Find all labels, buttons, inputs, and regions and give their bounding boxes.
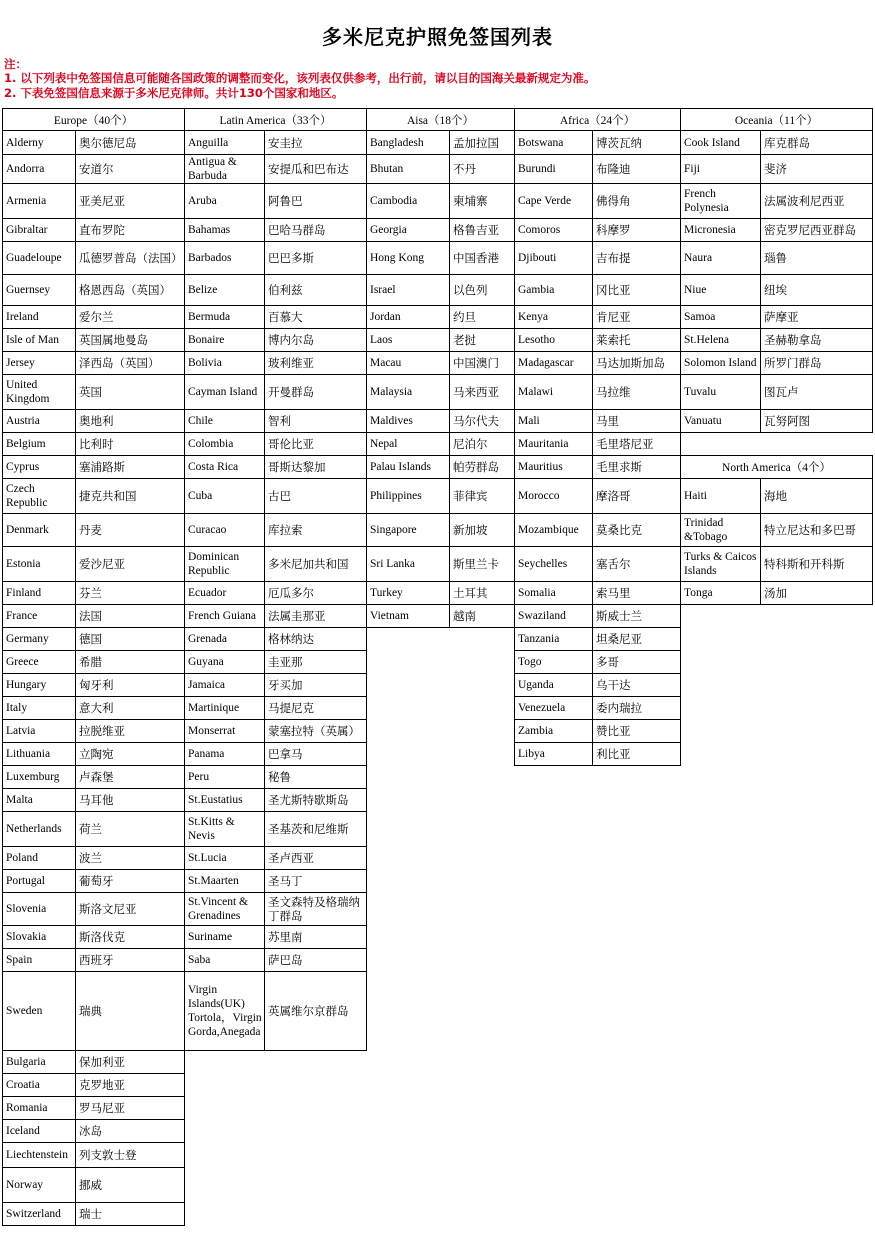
- country-name-en: Italy: [2, 696, 76, 720]
- country-name-zh: 泽西岛（英国）: [75, 351, 185, 375]
- page-title: 多米尼克护照免签国列表: [322, 25, 553, 49]
- country-name-zh: 匈牙利: [75, 673, 185, 697]
- country-name-en: Morocco: [514, 478, 593, 514]
- country-name-zh: 密克罗尼西亚群岛: [760, 218, 873, 242]
- country-name-en: Mauritania: [514, 432, 593, 456]
- country-name-en: Hungary: [2, 673, 76, 697]
- country-name-en: Lithuania: [2, 742, 76, 766]
- country-name-zh: 中国澳门: [449, 351, 515, 375]
- country-name-en: Cayman Island: [184, 374, 265, 410]
- country-name-zh: 英国属地曼岛: [75, 328, 185, 352]
- country-name-zh: 阿鲁巴: [264, 183, 367, 219]
- country-name-zh: 安道尔: [75, 154, 185, 184]
- country-name-en: St.Helena: [680, 328, 761, 352]
- country-name-zh: 瓦努阿图: [760, 409, 873, 433]
- country-name-zh: 塞舌尔: [592, 546, 681, 582]
- country-name-en: Nepal: [366, 432, 450, 456]
- region-header: Aisa（18个）: [366, 108, 515, 131]
- country-name-en: Slovenia: [2, 892, 76, 926]
- country-name-en: St.Maarten: [184, 869, 265, 893]
- country-name-en: Norway: [2, 1167, 76, 1203]
- country-name-en: Austria: [2, 409, 76, 433]
- country-name-zh: 中国香港: [449, 241, 515, 275]
- country-name-en: Ecuador: [184, 581, 265, 605]
- country-name-en: Solomon Island: [680, 351, 761, 375]
- country-name-zh: 挪威: [75, 1167, 185, 1203]
- country-name-zh: 芬兰: [75, 581, 185, 605]
- country-name-zh: 格林纳达: [264, 627, 367, 651]
- country-name-zh: 博茨瓦纳: [592, 130, 681, 155]
- country-name-zh: 意大利: [75, 696, 185, 720]
- country-name-en: Mauritius: [514, 455, 593, 479]
- country-name-en: Slovakia: [2, 925, 76, 949]
- country-name-zh: 冈比亚: [592, 274, 681, 306]
- country-name-en: Martinique: [184, 696, 265, 720]
- country-name-zh: 格鲁吉亚: [449, 218, 515, 242]
- country-name-zh: 法属波利尼西亚: [760, 183, 873, 219]
- country-name-zh: 保加利亚: [75, 1050, 185, 1074]
- country-name-zh: 英属维尔京群岛: [264, 971, 367, 1051]
- region-header: Latin America（33个）: [184, 108, 367, 131]
- country-name-en: Haiti: [680, 478, 761, 514]
- country-name-en: Djibouti: [514, 241, 593, 275]
- country-name-en: St.Vincent & Grenadines: [184, 892, 265, 926]
- country-name-en: Tonga: [680, 581, 761, 605]
- country-name-en: Turks & Caicos Islands: [680, 546, 761, 582]
- country-name-en: French Guiana: [184, 604, 265, 628]
- country-name-zh: 法国: [75, 604, 185, 628]
- country-name-en: Seychelles: [514, 546, 593, 582]
- country-name-en: Libya: [514, 742, 593, 766]
- country-name-en: St.Eustatius: [184, 788, 265, 812]
- country-name-en: Vanuatu: [680, 409, 761, 433]
- country-name-en: Togo: [514, 650, 593, 674]
- country-name-en: Fiji: [680, 154, 761, 184]
- country-name-zh: 巴巴多斯: [264, 241, 367, 275]
- country-name-zh: 秘鲁: [264, 765, 367, 789]
- note-line-2: 2. 下表免签国信息来源于多米尼克律师。共计130个国家和地区。: [4, 86, 344, 100]
- country-name-en: Jordan: [366, 305, 450, 329]
- country-name-zh: 约旦: [449, 305, 515, 329]
- country-name-zh: 萨摩亚: [760, 305, 873, 329]
- country-name-zh: 多哥: [592, 650, 681, 674]
- country-name-zh: 库克群岛: [760, 130, 873, 155]
- country-name-zh: 马耳他: [75, 788, 185, 812]
- country-name-zh: 海地: [760, 478, 873, 514]
- country-name-zh: 圣卢西亚: [264, 846, 367, 870]
- country-name-en: Gambia: [514, 274, 593, 306]
- region-header: Oceania（11个）: [680, 108, 873, 131]
- country-name-zh: 百慕大: [264, 305, 367, 329]
- country-name-en: Curacao: [184, 513, 265, 547]
- country-name-zh: 毛里塔尼亚: [592, 432, 681, 456]
- country-name-en: Singapore: [366, 513, 450, 547]
- country-name-en: Cuba: [184, 478, 265, 514]
- country-name-en: Naura: [680, 241, 761, 275]
- country-name-en: Belgium: [2, 432, 76, 456]
- country-name-en: Iceland: [2, 1119, 76, 1143]
- country-name-zh: 斯洛文尼亚: [75, 892, 185, 926]
- country-name-zh: 斯洛伐克: [75, 925, 185, 949]
- country-name-en: Barbados: [184, 241, 265, 275]
- country-name-en: Bermuda: [184, 305, 265, 329]
- country-name-zh: 以色列: [449, 274, 515, 306]
- country-name-en: Germany: [2, 627, 76, 651]
- country-name-en: Guadeloupe: [2, 241, 76, 275]
- country-name-zh: 不丹: [449, 154, 515, 184]
- country-name-en: Turkey: [366, 581, 450, 605]
- country-name-zh: 土耳其: [449, 581, 515, 605]
- country-name-en: Poland: [2, 846, 76, 870]
- country-name-en: Anguilla: [184, 130, 265, 155]
- country-name-en: Malaysia: [366, 374, 450, 410]
- country-name-zh: 波兰: [75, 846, 185, 870]
- country-name-zh: 列支敦士登: [75, 1142, 185, 1168]
- country-name-zh: 克罗地亚: [75, 1073, 185, 1097]
- region-header: Europe（40个）: [2, 108, 185, 131]
- country-name-en: Georgia: [366, 218, 450, 242]
- country-name-zh: 特科斯和开科斯: [760, 546, 873, 582]
- country-name-zh: 希腊: [75, 650, 185, 674]
- country-name-zh: 肯尼亚: [592, 305, 681, 329]
- country-name-zh: 圣马丁: [264, 869, 367, 893]
- country-name-en: Switzerland: [2, 1202, 76, 1226]
- country-name-zh: 瓜德罗普岛（法国）: [75, 241, 185, 275]
- country-name-en: Samoa: [680, 305, 761, 329]
- country-name-zh: 英国: [75, 374, 185, 410]
- country-name-zh: 坦桑尼亚: [592, 627, 681, 651]
- country-name-zh: 冰岛: [75, 1119, 185, 1143]
- country-name-en: Mozambique: [514, 513, 593, 547]
- country-name-zh: 老挝: [449, 328, 515, 352]
- country-name-en: Botswana: [514, 130, 593, 155]
- country-name-zh: 柬埔寨: [449, 183, 515, 219]
- country-name-en: Latvia: [2, 719, 76, 743]
- country-name-en: Venezuela: [514, 696, 593, 720]
- country-name-zh: 哥斯达黎加: [264, 455, 367, 479]
- country-name-en: Israel: [366, 274, 450, 306]
- country-name-en: Madagascar: [514, 351, 593, 375]
- country-name-en: Isle of Man: [2, 328, 76, 352]
- country-name-en: Malawi: [514, 374, 593, 410]
- country-name-en: Denmark: [2, 513, 76, 547]
- country-name-en: Armenia: [2, 183, 76, 219]
- country-name-en: Comoros: [514, 218, 593, 242]
- country-name-zh: 爱沙尼亚: [75, 546, 185, 582]
- country-name-en: Maldives: [366, 409, 450, 433]
- country-name-zh: 瑞典: [75, 971, 185, 1051]
- country-name-en: Laos: [366, 328, 450, 352]
- country-name-en: Gibraltar: [2, 218, 76, 242]
- country-name-en: Romania: [2, 1096, 76, 1120]
- country-name-en: Saba: [184, 948, 265, 972]
- country-name-zh: 比利时: [75, 432, 185, 456]
- country-name-zh: 科摩罗: [592, 218, 681, 242]
- country-name-zh: 丹麦: [75, 513, 185, 547]
- country-name-en: Guyana: [184, 650, 265, 674]
- country-name-en: Bolivia: [184, 351, 265, 375]
- country-name-en: Uganda: [514, 673, 593, 697]
- country-name-zh: 苏里南: [264, 925, 367, 949]
- country-name-zh: 汤加: [760, 581, 873, 605]
- country-name-zh: 奥尔德尼岛: [75, 130, 185, 155]
- country-name-zh: 捷克共和国: [75, 478, 185, 514]
- country-name-zh: 赞比亚: [592, 719, 681, 743]
- country-name-en: St.Kitts & Nevis: [184, 811, 265, 847]
- country-name-en: Costa Rica: [184, 455, 265, 479]
- country-name-zh: 博内尔岛: [264, 328, 367, 352]
- country-name-en: Jamaica: [184, 673, 265, 697]
- country-name-zh: 瑞士: [75, 1202, 185, 1226]
- country-name-zh: 摩洛哥: [592, 478, 681, 514]
- country-name-en: Zambia: [514, 719, 593, 743]
- country-name-en: Tanzania: [514, 627, 593, 651]
- country-name-en: Cambodia: [366, 183, 450, 219]
- region-header: Africa（24个）: [514, 108, 681, 131]
- country-name-en: Philippines: [366, 478, 450, 514]
- country-name-zh: 瑙鲁: [760, 241, 873, 275]
- country-name-zh: 布隆迪: [592, 154, 681, 184]
- country-name-zh: 马拉维: [592, 374, 681, 410]
- country-name-zh: 莫桑比克: [592, 513, 681, 547]
- country-name-en: Luxemburg: [2, 765, 76, 789]
- country-name-zh: 多米尼加共和国: [264, 546, 367, 582]
- country-name-en: Cook Island: [680, 130, 761, 155]
- country-name-en: Estonia: [2, 546, 76, 582]
- country-name-zh: 库拉索: [264, 513, 367, 547]
- country-name-zh: 卢森堡: [75, 765, 185, 789]
- country-name-zh: 蒙塞拉特（英属）: [264, 719, 367, 743]
- country-name-zh: 拉脱维亚: [75, 719, 185, 743]
- country-name-zh: 塞浦路斯: [75, 455, 185, 479]
- country-name-en: Niue: [680, 274, 761, 306]
- country-name-en: Liechtenstein: [2, 1142, 76, 1168]
- country-name-zh: 委内瑞拉: [592, 696, 681, 720]
- country-name-en: Bangladesh: [366, 130, 450, 155]
- country-name-zh: 亚美尼亚: [75, 183, 185, 219]
- country-name-en: Palau Islands: [366, 455, 450, 479]
- country-name-en: St.Lucia: [184, 846, 265, 870]
- country-name-en: Macau: [366, 351, 450, 375]
- country-name-en: Netherlands: [2, 811, 76, 847]
- country-name-zh: 伯利兹: [264, 274, 367, 306]
- country-name-en: Cyprus: [2, 455, 76, 479]
- country-name-zh: 葡萄牙: [75, 869, 185, 893]
- country-name-en: Colombia: [184, 432, 265, 456]
- country-name-zh: 巴拿马: [264, 742, 367, 766]
- country-name-zh: 圣基茨和尼维斯: [264, 811, 367, 847]
- country-name-en: Belize: [184, 274, 265, 306]
- country-name-zh: 圣赫勒拿岛: [760, 328, 873, 352]
- country-name-zh: 法属圭那亚: [264, 604, 367, 628]
- country-name-en: Chile: [184, 409, 265, 433]
- country-name-en: Malta: [2, 788, 76, 812]
- country-name-zh: 特立尼达和多巴哥: [760, 513, 873, 547]
- country-name-zh: 奥地利: [75, 409, 185, 433]
- country-name-zh: 玻利维亚: [264, 351, 367, 375]
- country-name-zh: 马里: [592, 409, 681, 433]
- country-name-en: Bahamas: [184, 218, 265, 242]
- country-name-en: Aruba: [184, 183, 265, 219]
- country-name-en: Hong Kong: [366, 241, 450, 275]
- country-name-en: Alderny: [2, 130, 76, 155]
- country-name-zh: 古巴: [264, 478, 367, 514]
- country-name-en: Suriname: [184, 925, 265, 949]
- country-name-zh: 尼泊尔: [449, 432, 515, 456]
- country-name-en: Cape Verde: [514, 183, 593, 219]
- country-name-zh: 圭亚那: [264, 650, 367, 674]
- country-name-zh: 帕劳群岛: [449, 455, 515, 479]
- country-name-en: Tuvalu: [680, 374, 761, 410]
- country-name-en: Monserrat: [184, 719, 265, 743]
- country-name-en: Guernsey: [2, 274, 76, 306]
- country-name-zh: 越南: [449, 604, 515, 628]
- country-name-en: Somalia: [514, 581, 593, 605]
- country-name-en: Peru: [184, 765, 265, 789]
- country-name-zh: 萨巴岛: [264, 948, 367, 972]
- country-name-en: Finland: [2, 581, 76, 605]
- country-name-en: France: [2, 604, 76, 628]
- country-name-zh: 马来西亚: [449, 374, 515, 410]
- country-name-en: Czech Republic: [2, 478, 76, 514]
- country-name-en: Lesotho: [514, 328, 593, 352]
- country-name-en: Andorra: [2, 154, 76, 184]
- country-name-zh: 斯威士兰: [592, 604, 681, 628]
- country-name-zh: 纽埃: [760, 274, 873, 306]
- country-name-en: Burundi: [514, 154, 593, 184]
- country-name-en: Swaziland: [514, 604, 593, 628]
- country-name-zh: 孟加拉国: [449, 130, 515, 155]
- country-name-zh: 安圭拉: [264, 130, 367, 155]
- country-name-en: Croatia: [2, 1073, 76, 1097]
- country-name-en: Bhutan: [366, 154, 450, 184]
- country-name-zh: 利比亚: [592, 742, 681, 766]
- country-name-zh: 莱索托: [592, 328, 681, 352]
- country-name-zh: 新加坡: [449, 513, 515, 547]
- country-name-en: Ireland: [2, 305, 76, 329]
- country-name-zh: 所罗门群岛: [760, 351, 873, 375]
- note-label: 注：: [4, 57, 27, 71]
- country-name-en: Mali: [514, 409, 593, 433]
- country-name-zh: 爱尔兰: [75, 305, 185, 329]
- country-name-en: Bulgaria: [2, 1050, 76, 1074]
- country-name-zh: 智利: [264, 409, 367, 433]
- country-name-zh: 西班牙: [75, 948, 185, 972]
- country-name-zh: 荷兰: [75, 811, 185, 847]
- country-name-en: Sweden: [2, 971, 76, 1051]
- country-name-zh: 开曼群岛: [264, 374, 367, 410]
- note-line-1: 1. 以下列表中免签国信息可能随各国政策的调整而变化，该列表仅供参考，出行前，请以目的国海关最新规定为准。: [4, 71, 596, 85]
- country-name-zh: 斯里兰卡: [449, 546, 515, 582]
- country-name-zh: 马提尼克: [264, 696, 367, 720]
- country-name-en: Virgin Islands(UK) Tortola，Virgin Gorda,Anegada: [184, 971, 265, 1051]
- country-name-zh: 斐济: [760, 154, 873, 184]
- country-name-zh: 菲律宾: [449, 478, 515, 514]
- country-name-zh: 吉布提: [592, 241, 681, 275]
- country-name-zh: 索马里: [592, 581, 681, 605]
- country-name-zh: 马尔代夫: [449, 409, 515, 433]
- country-name-zh: 格恩西岛（英国）: [75, 274, 185, 306]
- country-name-en: Bonaire: [184, 328, 265, 352]
- country-name-zh: 德国: [75, 627, 185, 651]
- region-header: North America（4个）: [680, 455, 873, 479]
- country-name-zh: 罗马尼亚: [75, 1096, 185, 1120]
- country-name-en: Panama: [184, 742, 265, 766]
- country-name-zh: 厄瓜多尔: [264, 581, 367, 605]
- country-name-en: Grenada: [184, 627, 265, 651]
- country-name-en: French Polynesia: [680, 183, 761, 219]
- country-name-en: Sri Lanka: [366, 546, 450, 582]
- country-name-en: Vietnam: [366, 604, 450, 628]
- country-name-zh: 巴哈马群岛: [264, 218, 367, 242]
- country-name-en: United Kingdom: [2, 374, 76, 410]
- country-name-zh: 毛里求斯: [592, 455, 681, 479]
- country-name-en: Antigua & Barbuda: [184, 154, 265, 184]
- country-name-zh: 图瓦卢: [760, 374, 873, 410]
- country-name-zh: 直布罗陀: [75, 218, 185, 242]
- country-name-en: Greece: [2, 650, 76, 674]
- country-name-en: Spain: [2, 948, 76, 972]
- country-name-en: Portugal: [2, 869, 76, 893]
- country-name-zh: 安提瓜和巴布达: [264, 154, 367, 184]
- country-name-en: Kenya: [514, 305, 593, 329]
- country-name-zh: 圣文森特及格瑞纳丁群岛: [264, 892, 367, 926]
- country-name-en: Micronesia: [680, 218, 761, 242]
- country-name-zh: 马达加斯加岛: [592, 351, 681, 375]
- country-name-en: Trinidad &Tobago: [680, 513, 761, 547]
- country-name-zh: 哥伦比亚: [264, 432, 367, 456]
- country-name-en: Jersey: [2, 351, 76, 375]
- country-name-zh: 乌干达: [592, 673, 681, 697]
- country-name-zh: 圣尤斯特歇斯岛: [264, 788, 367, 812]
- country-name-en: Dominican Republic: [184, 546, 265, 582]
- country-name-zh: 立陶宛: [75, 742, 185, 766]
- country-name-zh: 佛得角: [592, 183, 681, 219]
- country-name-zh: 牙买加: [264, 673, 367, 697]
